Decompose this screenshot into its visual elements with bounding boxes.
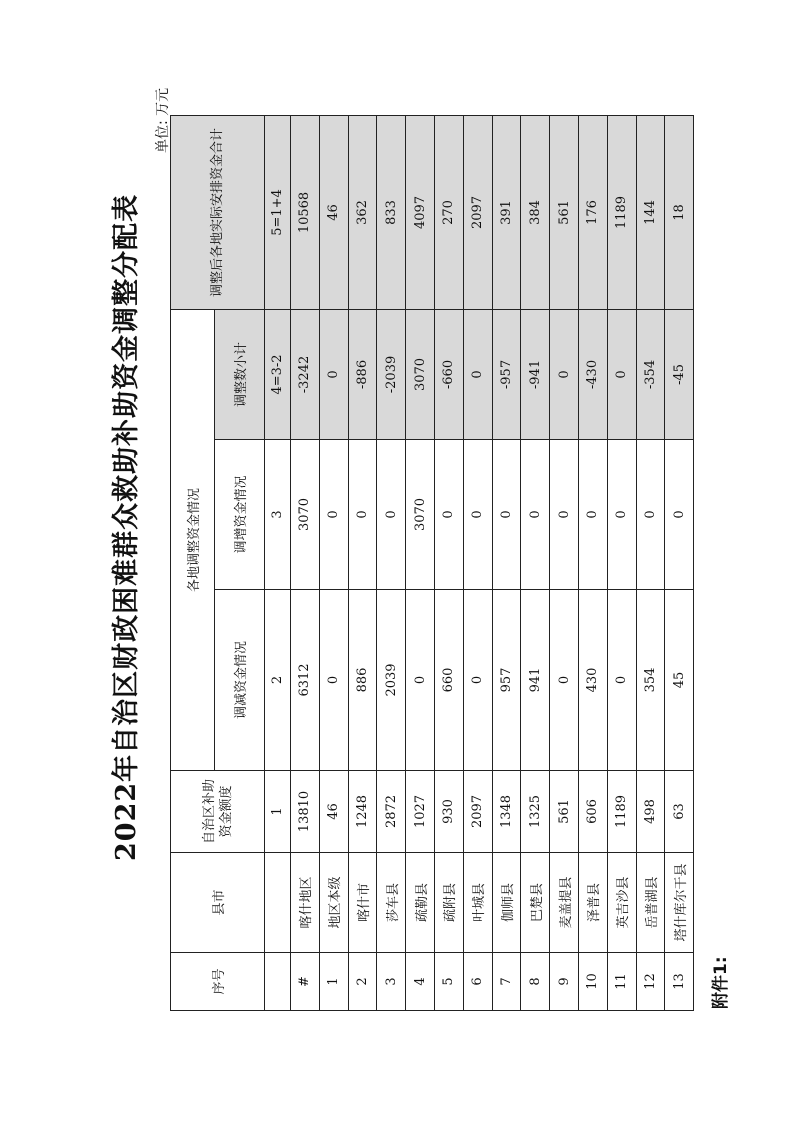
table-row	[492, 115, 521, 1010]
cell-county: 泽普县	[578, 853, 607, 953]
cell-quota: 63	[665, 771, 694, 853]
cell-increase: 0	[665, 440, 694, 590]
cell-total: 46	[319, 115, 348, 309]
table-row	[578, 115, 607, 1010]
formula-row	[265, 115, 291, 1010]
cell-subtotal: -660	[434, 309, 463, 439]
cell-increase: 0	[607, 440, 636, 590]
cell-county: 疏附县	[434, 853, 463, 953]
cell-quota: 13810	[291, 771, 320, 853]
cell-county: 地区本级	[319, 853, 348, 953]
cell-subtotal: -941	[521, 309, 550, 439]
cell-total: 391	[492, 115, 521, 309]
cell-quota: 1325	[521, 771, 550, 853]
cell-county: 叶城县	[463, 853, 492, 953]
cell-seq: 9	[550, 953, 579, 1011]
cell-decrease: 0	[463, 590, 492, 771]
header-seq: 序号	[171, 953, 265, 1011]
cell-increase: 0	[319, 440, 348, 590]
formula-county	[265, 853, 291, 953]
cell-subtotal: 0	[463, 309, 492, 439]
cell-county: 疏勒县	[406, 853, 435, 953]
cell-quota: 46	[319, 771, 348, 853]
header-quota: 自治区补助资金额度	[171, 771, 265, 853]
cell-total: 384	[521, 115, 550, 309]
cell-decrease: 941	[521, 590, 550, 771]
cell-subtotal: -3242	[291, 309, 320, 439]
cell-quota: 1027	[406, 771, 435, 853]
cell-increase: 0	[521, 440, 550, 590]
cell-total: 4097	[406, 115, 435, 309]
cell-seq: 8	[521, 953, 550, 1011]
cell-decrease: 430	[578, 590, 607, 771]
cell-increase: 0	[348, 440, 377, 590]
cell-total: 561	[550, 115, 579, 309]
cell-subtotal: -886	[348, 309, 377, 439]
cell-quota: 1189	[607, 771, 636, 853]
table-row	[348, 115, 377, 1010]
cell-county: 麦盖提县	[550, 853, 579, 953]
formula-increase: 3	[265, 440, 291, 590]
cell-subtotal: 3070	[406, 309, 435, 439]
cell-subtotal: -354	[636, 309, 665, 439]
header-row-1	[171, 115, 215, 1010]
cell-subtotal: -430	[578, 309, 607, 439]
cell-decrease: 0	[319, 590, 348, 771]
cell-decrease: 6312	[291, 590, 320, 771]
cell-seq: #	[291, 953, 320, 1011]
cell-county: 莎车县	[377, 853, 406, 953]
cell-county: 岳普湖县	[636, 853, 665, 953]
header-adjust-group: 各地调整资金情况	[171, 309, 215, 770]
cell-increase: 0	[550, 440, 579, 590]
cell-decrease: 660	[434, 590, 463, 771]
cell-subtotal: 0	[607, 309, 636, 439]
header-decrease: 调减资金情况	[215, 590, 265, 771]
cell-quota: 930	[434, 771, 463, 853]
cell-total: 18	[665, 115, 694, 309]
cell-total: 1189	[607, 115, 636, 309]
cell-decrease: 0	[550, 590, 579, 771]
cell-total: 144	[636, 115, 665, 309]
cell-total: 833	[377, 115, 406, 309]
cell-seq: 11	[607, 953, 636, 1011]
cell-subtotal: 0	[319, 309, 348, 439]
cell-increase: 0	[377, 440, 406, 590]
cell-seq: 13	[665, 953, 694, 1011]
cell-increase: 3070	[291, 440, 320, 590]
cell-increase: 0	[636, 440, 665, 590]
cell-total: 2097	[463, 115, 492, 309]
cell-quota: 1348	[492, 771, 521, 853]
attachment-label: 附件1:	[711, 956, 731, 1009]
cell-decrease: 0	[607, 590, 636, 771]
table-row	[406, 115, 435, 1010]
table-row	[607, 115, 636, 1010]
table-row	[319, 115, 348, 1010]
cell-seq: 12	[636, 953, 665, 1011]
cell-subtotal: 0	[550, 309, 579, 439]
cell-seq: 7	[492, 953, 521, 1011]
cell-quota: 2872	[377, 771, 406, 853]
table-row	[434, 115, 463, 1010]
cell-total: 362	[348, 115, 377, 309]
cell-total: 270	[434, 115, 463, 309]
cell-decrease: 2039	[377, 590, 406, 771]
table-row	[463, 115, 492, 1010]
table-row	[636, 115, 665, 1010]
table-row	[665, 115, 694, 1010]
page-title: 2022年自治区财政困难群众救助补助资金调整分配表	[111, 193, 142, 861]
table-row	[521, 115, 550, 1010]
formula-seq	[265, 953, 291, 1011]
cell-decrease: 45	[665, 590, 694, 771]
table-row	[377, 115, 406, 1010]
cell-increase: 0	[434, 440, 463, 590]
unit-label: 单位: 万元	[155, 87, 171, 153]
cell-seq: 3	[377, 953, 406, 1011]
formula-total: 5=1+4	[265, 115, 291, 309]
cell-seq: 5	[434, 953, 463, 1011]
formula-decrease: 2	[265, 590, 291, 771]
formula-subtotal: 4=3-2	[265, 309, 291, 439]
header-subtotal: 调整数小计	[215, 309, 265, 439]
cell-county: 伽师县	[492, 853, 521, 953]
cell-county: 巴楚县	[521, 853, 550, 953]
cell-subtotal: -2039	[377, 309, 406, 439]
cell-quota: 561	[550, 771, 579, 853]
cell-seq: 10	[578, 953, 607, 1011]
cell-decrease: 886	[348, 590, 377, 771]
formula-quota: 1	[265, 771, 291, 853]
cell-quota: 606	[578, 771, 607, 853]
cell-county: 喀什市	[348, 853, 377, 953]
header-total: 调整后各地实际安排资金合计	[171, 115, 265, 309]
cell-quota: 2097	[463, 771, 492, 853]
cell-subtotal: -957	[492, 309, 521, 439]
cell-increase: 0	[578, 440, 607, 590]
cell-seq: 4	[406, 953, 435, 1011]
cell-seq: 2	[348, 953, 377, 1011]
cell-total: 10568	[291, 115, 320, 309]
cell-increase: 0	[492, 440, 521, 590]
cell-subtotal: -45	[665, 309, 694, 439]
cell-seq: 6	[463, 953, 492, 1011]
cell-decrease: 957	[492, 590, 521, 771]
cell-county: 英吉沙县	[607, 853, 636, 953]
allocation-table	[170, 115, 694, 1011]
cell-county: 塔什库尔干县	[665, 853, 694, 953]
cell-decrease: 0	[406, 590, 435, 771]
cell-seq: 1	[319, 953, 348, 1011]
cell-decrease: 354	[636, 590, 665, 771]
table-row	[291, 115, 320, 1010]
cell-increase: 0	[463, 440, 492, 590]
cell-quota: 1248	[348, 771, 377, 853]
table-row	[550, 115, 579, 1010]
header-county: 县市	[171, 853, 265, 953]
cell-total: 176	[578, 115, 607, 309]
header-increase: 调增资金情况	[215, 440, 265, 590]
cell-quota: 498	[636, 771, 665, 853]
cell-county: 喀什地区	[291, 853, 320, 953]
cell-increase: 3070	[406, 440, 435, 590]
